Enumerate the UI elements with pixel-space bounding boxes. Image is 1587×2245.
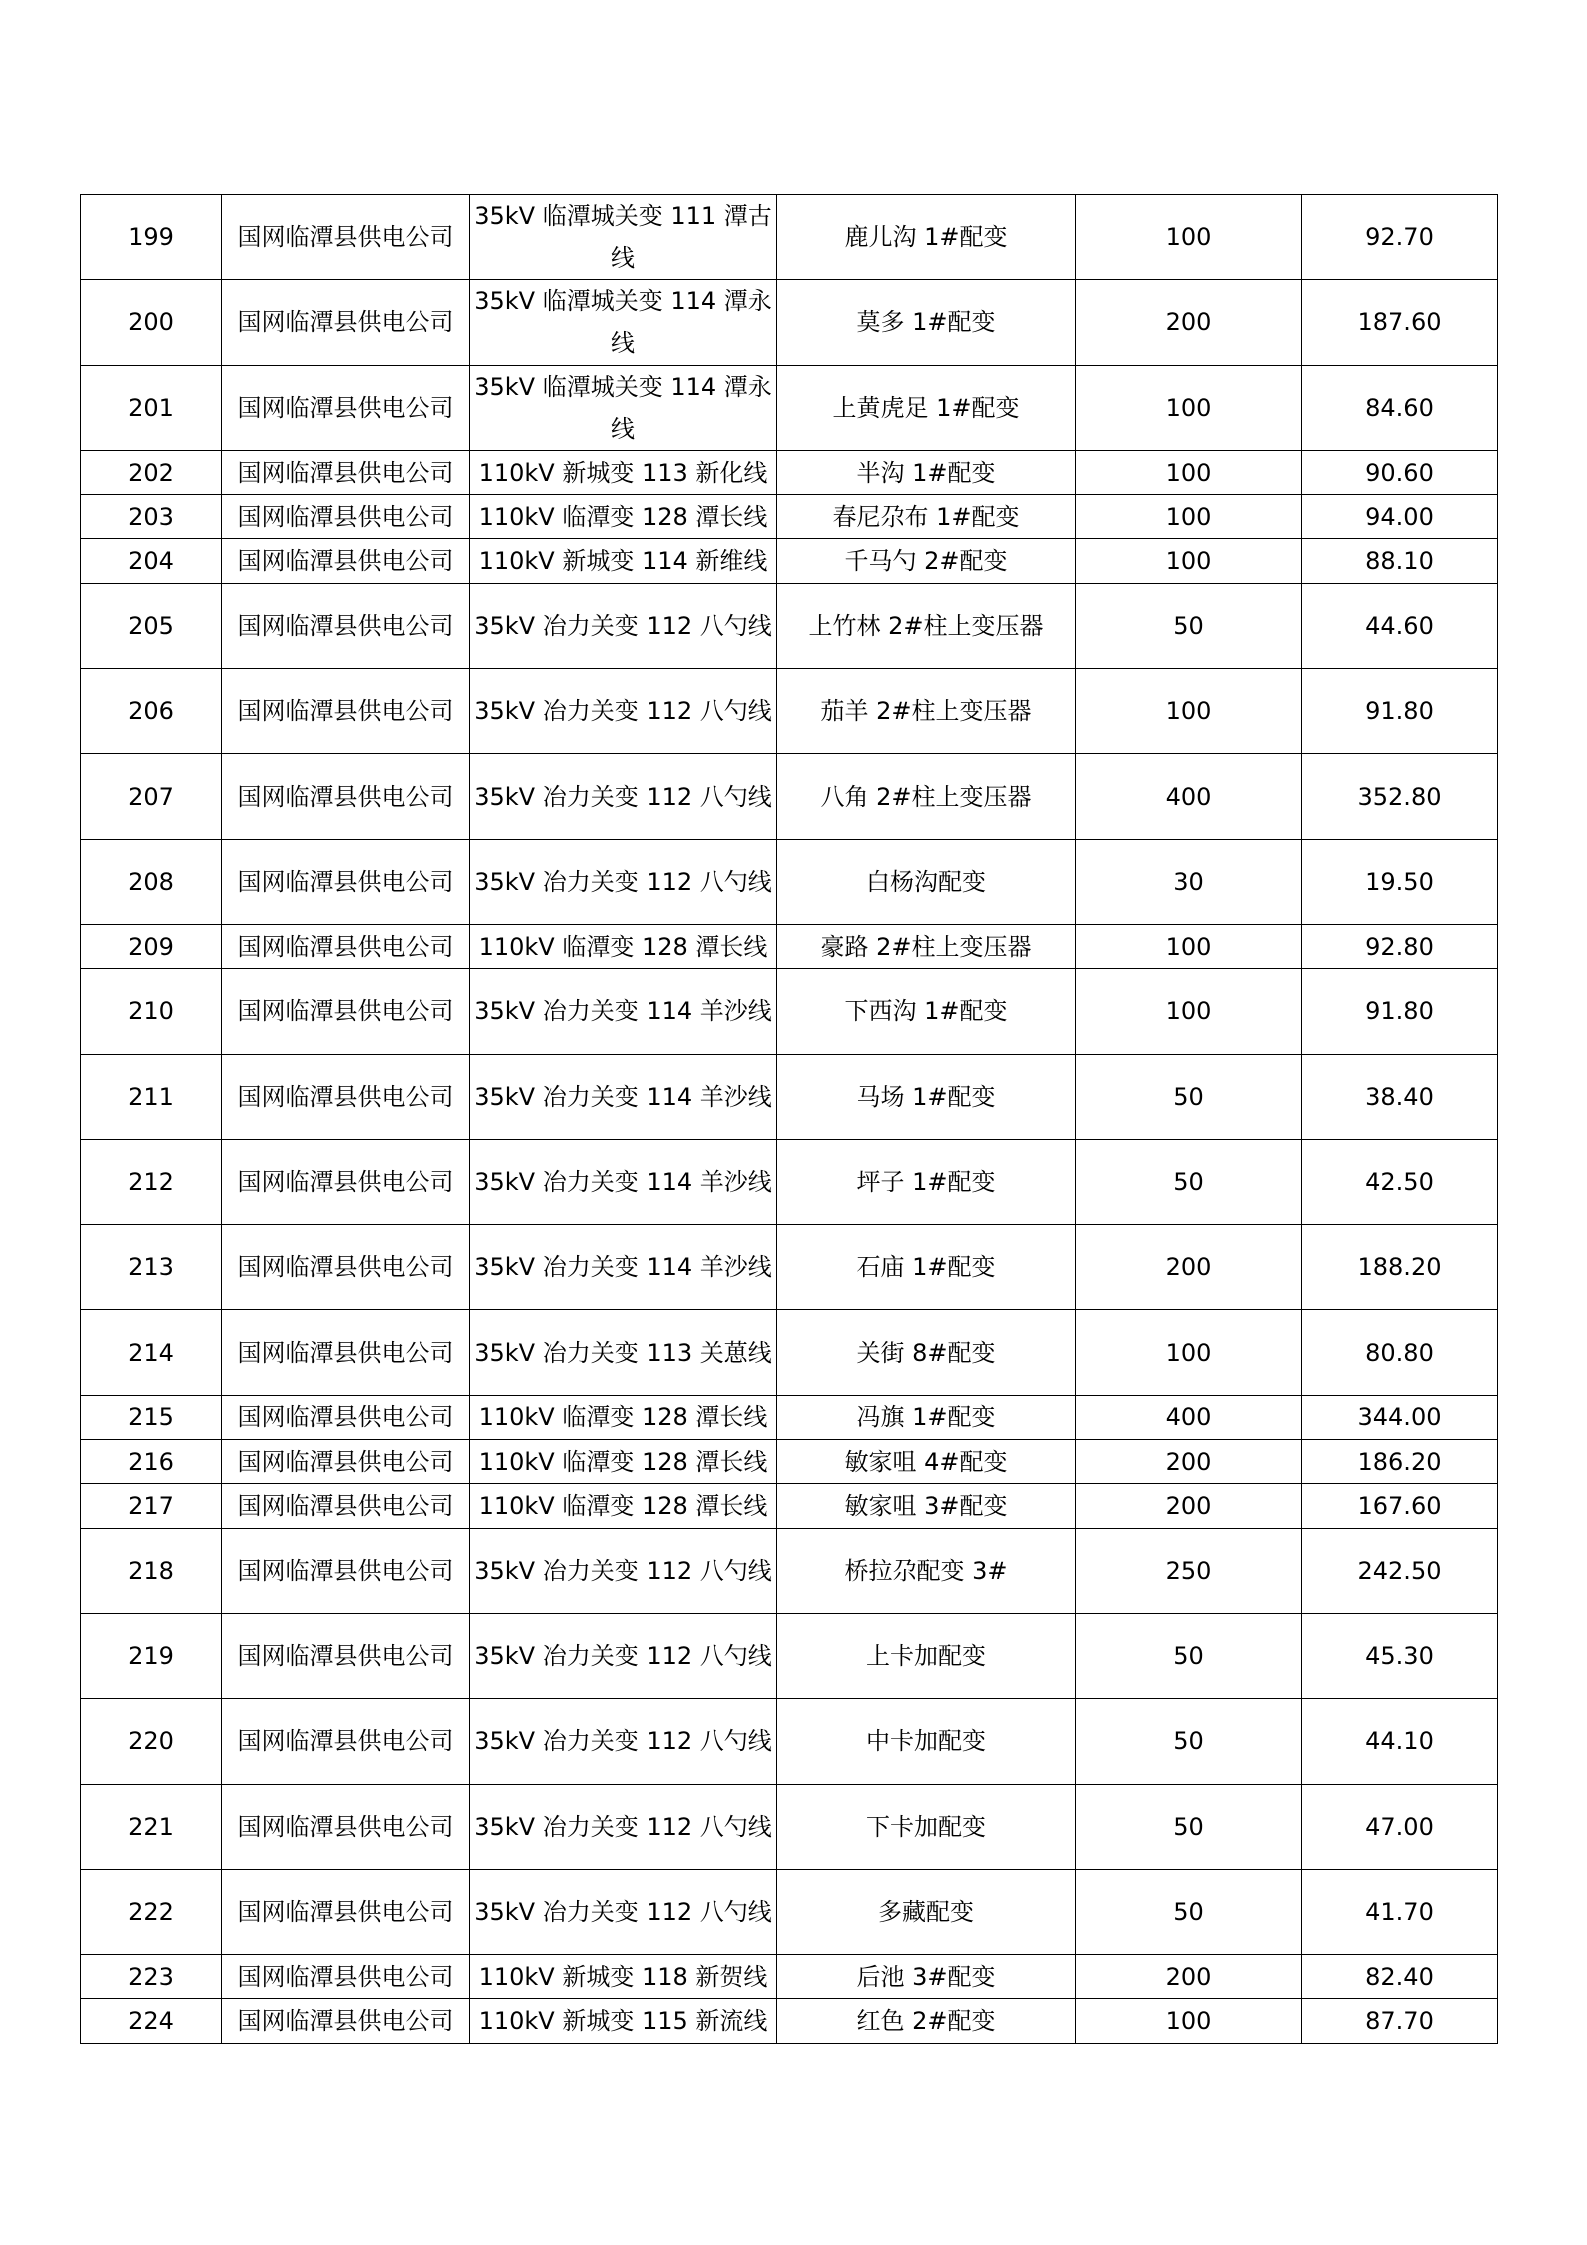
cell-transformer: 敏家咀 3#配变 (777, 1484, 1076, 1528)
cell-transformer: 马场 1#配变 (777, 1054, 1076, 1139)
cell-transformer: 八角 2#柱上变压器 (777, 754, 1076, 839)
cell-line: 110kV 临潭变 128 潭长线 (470, 1484, 777, 1528)
cell-company: 国网临潭县供电公司 (222, 365, 470, 450)
cell-value: 45.30 (1302, 1613, 1498, 1698)
cell-row-number: 216 (81, 1440, 222, 1484)
cell-row-number: 223 (81, 1955, 222, 1999)
cell-row-number: 222 (81, 1869, 222, 1954)
cell-value: 38.40 (1302, 1054, 1498, 1139)
cell-transformer: 中卡加配变 (777, 1699, 1076, 1784)
cell-value: 41.70 (1302, 1869, 1498, 1954)
table-row (81, 1869, 1498, 1954)
cell-capacity: 50 (1076, 1784, 1302, 1869)
cell-value: 94.00 (1302, 495, 1498, 539)
cell-row-number: 224 (81, 1999, 222, 2043)
cell-company: 国网临潭县供电公司 (222, 1310, 470, 1395)
cell-value: 92.70 (1302, 195, 1498, 280)
table-row (81, 1484, 1498, 1528)
cell-capacity: 250 (1076, 1528, 1302, 1613)
cell-value: 344.00 (1302, 1395, 1498, 1439)
cell-value: 19.50 (1302, 839, 1498, 924)
cell-transformer: 豪路 2#柱上变压器 (777, 924, 1076, 968)
cell-company: 国网临潭县供电公司 (222, 839, 470, 924)
cell-capacity: 400 (1076, 1395, 1302, 1439)
cell-transformer: 红色 2#配变 (777, 1999, 1076, 2043)
cell-row-number: 209 (81, 924, 222, 968)
table-row (81, 1310, 1498, 1395)
table-row (81, 495, 1498, 539)
cell-row-number: 202 (81, 450, 222, 494)
cell-company: 国网临潭县供电公司 (222, 1484, 470, 1528)
cell-value: 42.50 (1302, 1139, 1498, 1224)
cell-transformer: 敏家咀 4#配变 (777, 1440, 1076, 1484)
cell-company: 国网临潭县供电公司 (222, 583, 470, 668)
cell-capacity: 200 (1076, 1225, 1302, 1310)
cell-transformer: 春尼尕布 1#配变 (777, 495, 1076, 539)
cell-transformer: 后池 3#配变 (777, 1955, 1076, 1999)
cell-capacity: 200 (1076, 280, 1302, 365)
cell-line: 110kV 新城变 113 新化线 (470, 450, 777, 494)
cell-capacity: 100 (1076, 969, 1302, 1054)
cell-value: 80.80 (1302, 1310, 1498, 1395)
cell-capacity: 100 (1076, 1999, 1302, 2043)
cell-transformer: 茄羊 2#柱上变压器 (777, 669, 1076, 754)
cell-row-number: 218 (81, 1528, 222, 1613)
cell-line: 110kV 新城变 115 新流线 (470, 1999, 777, 2043)
cell-company: 国网临潭县供电公司 (222, 924, 470, 968)
cell-line: 35kV 冶力关变 112 八勺线 (470, 1613, 777, 1698)
cell-company: 国网临潭县供电公司 (222, 669, 470, 754)
cell-line: 35kV 临潭城关变 111 潭古线 (470, 195, 777, 280)
cell-value: 90.60 (1302, 450, 1498, 494)
table-row (81, 839, 1498, 924)
cell-transformer: 上黄虎足 1#配变 (777, 365, 1076, 450)
cell-capacity: 100 (1076, 495, 1302, 539)
cell-capacity: 200 (1076, 1440, 1302, 1484)
cell-value: 44.10 (1302, 1699, 1498, 1784)
cell-company: 国网临潭县供电公司 (222, 1784, 470, 1869)
table-body (81, 195, 1498, 2044)
cell-value: 44.60 (1302, 583, 1498, 668)
cell-row-number: 221 (81, 1784, 222, 1869)
cell-row-number: 217 (81, 1484, 222, 1528)
cell-transformer: 半沟 1#配变 (777, 450, 1076, 494)
cell-company: 国网临潭县供电公司 (222, 495, 470, 539)
cell-capacity: 50 (1076, 1054, 1302, 1139)
cell-company: 国网临潭县供电公司 (222, 969, 470, 1054)
cell-transformer: 下西沟 1#配变 (777, 969, 1076, 1054)
cell-row-number: 215 (81, 1395, 222, 1439)
cell-line: 35kV 冶力关变 114 羊沙线 (470, 1225, 777, 1310)
cell-line: 110kV 临潭变 128 潭长线 (470, 1395, 777, 1439)
table-row (81, 1699, 1498, 1784)
table-row (81, 195, 1498, 280)
cell-value: 242.50 (1302, 1528, 1498, 1613)
cell-value: 91.80 (1302, 969, 1498, 1054)
transformer-table (80, 194, 1498, 2044)
cell-transformer: 千马勺 2#配变 (777, 539, 1076, 583)
cell-transformer: 莫多 1#配变 (777, 280, 1076, 365)
cell-transformer: 多藏配变 (777, 1869, 1076, 1954)
table-row (81, 1054, 1498, 1139)
cell-line: 35kV 冶力关变 114 羊沙线 (470, 1054, 777, 1139)
table-row (81, 280, 1498, 365)
cell-capacity: 400 (1076, 754, 1302, 839)
cell-capacity: 200 (1076, 1955, 1302, 1999)
cell-value: 352.80 (1302, 754, 1498, 839)
cell-row-number: 199 (81, 195, 222, 280)
cell-capacity: 50 (1076, 1869, 1302, 1954)
cell-company: 国网临潭县供电公司 (222, 195, 470, 280)
cell-company: 国网临潭县供电公司 (222, 1395, 470, 1439)
cell-capacity: 100 (1076, 365, 1302, 450)
cell-value: 47.00 (1302, 1784, 1498, 1869)
cell-line: 110kV 新城变 114 新维线 (470, 539, 777, 583)
cell-company: 国网临潭县供电公司 (222, 1955, 470, 1999)
table-row (81, 1955, 1498, 1999)
cell-value: 84.60 (1302, 365, 1498, 450)
cell-value: 187.60 (1302, 280, 1498, 365)
table-row (81, 1528, 1498, 1613)
cell-capacity: 100 (1076, 450, 1302, 494)
cell-company: 国网临潭县供电公司 (222, 1528, 470, 1613)
table-row (81, 924, 1498, 968)
table-row (81, 450, 1498, 494)
cell-line: 35kV 冶力关变 112 八勺线 (470, 839, 777, 924)
cell-transformer: 白杨沟配变 (777, 839, 1076, 924)
cell-value: 87.70 (1302, 1999, 1498, 2043)
cell-row-number: 220 (81, 1699, 222, 1784)
table-row (81, 1440, 1498, 1484)
cell-company: 国网临潭县供电公司 (222, 450, 470, 494)
cell-capacity: 100 (1076, 539, 1302, 583)
cell-row-number: 213 (81, 1225, 222, 1310)
cell-row-number: 203 (81, 495, 222, 539)
cell-line: 35kV 冶力关变 114 羊沙线 (470, 1139, 777, 1224)
cell-transformer: 冯旗 1#配变 (777, 1395, 1076, 1439)
cell-line: 35kV 临潭城关变 114 潭永线 (470, 365, 777, 450)
cell-row-number: 214 (81, 1310, 222, 1395)
cell-row-number: 205 (81, 583, 222, 668)
cell-line: 35kV 冶力关变 112 八勺线 (470, 1784, 777, 1869)
cell-capacity: 50 (1076, 1699, 1302, 1784)
cell-company: 国网临潭县供电公司 (222, 1225, 470, 1310)
cell-transformer: 坪子 1#配变 (777, 1139, 1076, 1224)
cell-value: 186.20 (1302, 1440, 1498, 1484)
cell-row-number: 208 (81, 839, 222, 924)
cell-company: 国网临潭县供电公司 (222, 1613, 470, 1698)
cell-transformer: 桥拉尕配变 3# (777, 1528, 1076, 1613)
cell-line: 35kV 冶力关变 114 羊沙线 (470, 969, 777, 1054)
cell-company: 国网临潭县供电公司 (222, 539, 470, 583)
cell-row-number: 210 (81, 969, 222, 1054)
cell-company: 国网临潭县供电公司 (222, 1869, 470, 1954)
cell-line: 35kV 冶力关变 113 关葸线 (470, 1310, 777, 1395)
cell-capacity: 100 (1076, 924, 1302, 968)
cell-line: 110kV 临潭变 128 潭长线 (470, 495, 777, 539)
cell-capacity: 50 (1076, 1139, 1302, 1224)
cell-transformer: 石庙 1#配变 (777, 1225, 1076, 1310)
table-row (81, 669, 1498, 754)
cell-capacity: 100 (1076, 195, 1302, 280)
table-row (81, 1395, 1498, 1439)
cell-line: 35kV 冶力关变 112 八勺线 (470, 669, 777, 754)
cell-line: 35kV 临潭城关变 114 潭永线 (470, 280, 777, 365)
cell-company: 国网临潭县供电公司 (222, 1699, 470, 1784)
cell-value: 167.60 (1302, 1484, 1498, 1528)
cell-transformer: 下卡加配变 (777, 1784, 1076, 1869)
cell-value: 92.80 (1302, 924, 1498, 968)
cell-row-number: 219 (81, 1613, 222, 1698)
cell-row-number: 212 (81, 1139, 222, 1224)
table-row (81, 1784, 1498, 1869)
cell-line: 110kV 临潭变 128 潭长线 (470, 1440, 777, 1484)
cell-line: 110kV 新城变 118 新贺线 (470, 1955, 777, 1999)
cell-line: 35kV 冶力关变 112 八勺线 (470, 754, 777, 839)
cell-transformer: 上卡加配变 (777, 1613, 1076, 1698)
cell-capacity: 200 (1076, 1484, 1302, 1528)
cell-line: 35kV 冶力关变 112 八勺线 (470, 1528, 777, 1613)
cell-value: 91.80 (1302, 669, 1498, 754)
cell-capacity: 30 (1076, 839, 1302, 924)
cell-value: 82.40 (1302, 1955, 1498, 1999)
cell-company: 国网临潭县供电公司 (222, 754, 470, 839)
cell-transformer: 鹿儿沟 1#配变 (777, 195, 1076, 280)
cell-row-number: 204 (81, 539, 222, 583)
cell-capacity: 100 (1076, 1310, 1302, 1395)
table-row (81, 1225, 1498, 1310)
table-row (81, 1613, 1498, 1698)
cell-company: 国网临潭县供电公司 (222, 1440, 470, 1484)
cell-value: 88.10 (1302, 539, 1498, 583)
cell-row-number: 211 (81, 1054, 222, 1139)
cell-company: 国网临潭县供电公司 (222, 1054, 470, 1139)
table-row (81, 969, 1498, 1054)
cell-capacity: 50 (1076, 1613, 1302, 1698)
cell-row-number: 200 (81, 280, 222, 365)
cell-line: 35kV 冶力关变 112 八勺线 (470, 1699, 777, 1784)
cell-line: 110kV 临潭变 128 潭长线 (470, 924, 777, 968)
table-row (81, 1139, 1498, 1224)
table-row (81, 365, 1498, 450)
table-row (81, 1999, 1498, 2043)
cell-company: 国网临潭县供电公司 (222, 280, 470, 365)
cell-row-number: 207 (81, 754, 222, 839)
cell-transformer: 关街 8#配变 (777, 1310, 1076, 1395)
cell-company: 国网临潭县供电公司 (222, 1999, 470, 2043)
cell-line: 35kV 冶力关变 112 八勺线 (470, 1869, 777, 1954)
cell-company: 国网临潭县供电公司 (222, 1139, 470, 1224)
cell-capacity: 50 (1076, 583, 1302, 668)
table-row (81, 539, 1498, 583)
table-row (81, 583, 1498, 668)
cell-row-number: 201 (81, 365, 222, 450)
cell-value: 188.20 (1302, 1225, 1498, 1310)
table-row (81, 754, 1498, 839)
cell-row-number: 206 (81, 669, 222, 754)
cell-transformer: 上竹林 2#柱上变压器 (777, 583, 1076, 668)
cell-capacity: 100 (1076, 669, 1302, 754)
cell-line: 35kV 冶力关变 112 八勺线 (470, 583, 777, 668)
